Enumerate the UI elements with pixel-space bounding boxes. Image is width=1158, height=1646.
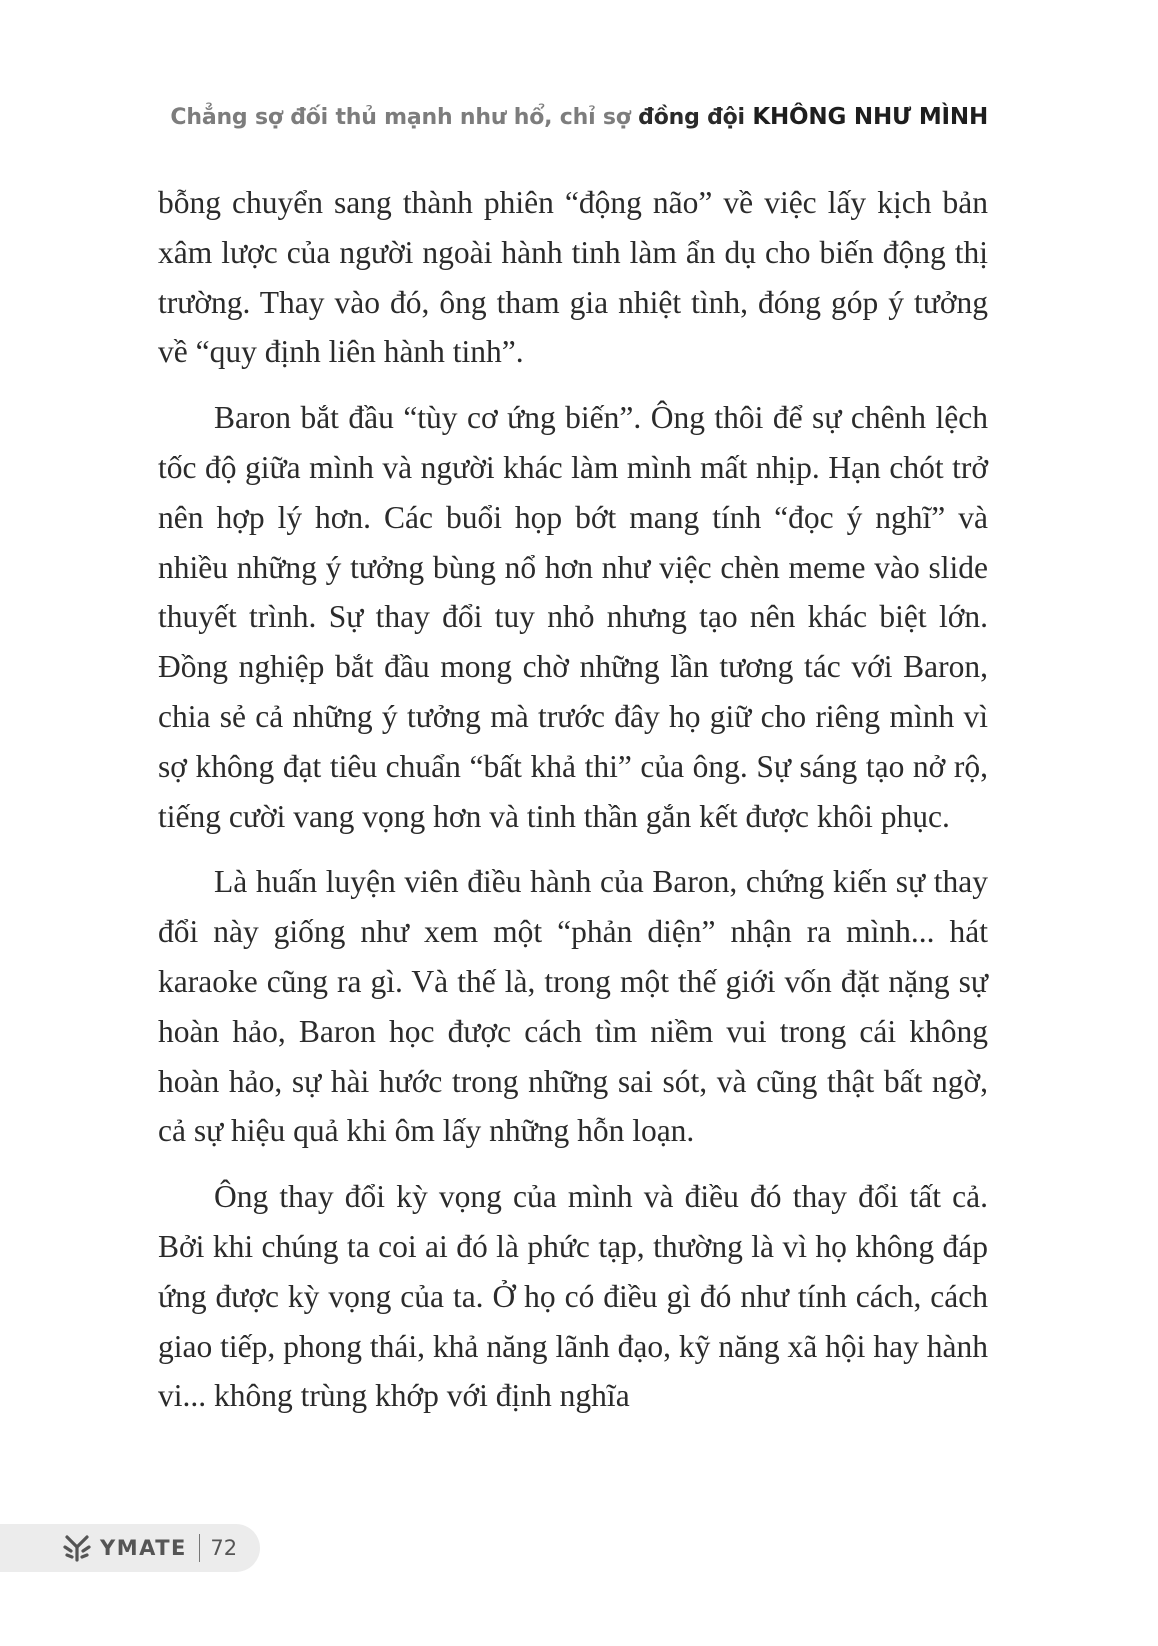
page-footer	[0, 1524, 260, 1572]
page-number: 72	[210, 1536, 238, 1560]
running-head-dark: đồng đội	[638, 105, 745, 130]
running-head-strong: KHÔNG NHƯ MÌNH	[752, 104, 988, 130]
paragraph: bỗng chuyển sang thành phiên “động não” về việc lấy kịch bản xâm lược của người ngoài hành tinh làm ẩn dụ cho biến động thị trường. Thay vào đó, ông tham gia nhiệt tình, đóng góp ý tưởng về “quy định liên hành tinh”.	[158, 185, 988, 370]
paragraph: Là huấn luyện viên điều hành của Baron, chứng kiến sự thay đổi này giống như xem một “phản diện” nhận ra mình... hát karaoke cũng ra gì. Và thế là, trong một thế giới vốn đặt nặng sự hoàn hảo, Baron học được cách tìm niềm vui trong cái không hoàn hảo, sự hài hước trong những sai sót, và cũng thật bất ngờ, cả sự hiệu quả khi ôm lấy những hỗn loạn.	[158, 864, 988, 1149]
footer-divider	[199, 1534, 201, 1562]
brand-name: YMATE	[100, 1536, 187, 1560]
running-head	[158, 104, 988, 130]
paragraph: Ông thay đổi kỳ vọng của mình và điều đó thay đổi tất cả. Bởi khi chúng ta coi ai đó là phức tạp, thường là vì họ không đáp ứng được kỳ vọng của ta. Ở họ có điều gì đó như tính cách, cách giao tiếp, phong thái, khả năng lãnh đạo, kỹ năng xã hội hay hành vi... không trùng khớp với định nghĩa	[158, 1179, 988, 1414]
ymate-logo-icon	[62, 1533, 92, 1563]
paragraph: Baron bắt đầu “tùy cơ ứng biến”. Ông thôi để sự chênh lệch tốc độ giữa mình và người khác làm mình mất nhịp. Hạn chót trở nên hợp lý hơn. Các buổi họp bớt mang tính “đọc ý nghĩ” và nhiều những ý tưởng bùng nổ hơn như việc chèn meme vào slide thuyết trình. Sự thay đổi tuy nhỏ nhưng tạo nên khác biệt lớn. Đồng nghiệp bắt đầu mong chờ những lần tương tác với Baron, chia sẻ cả những ý tưởng mà trước đây họ giữ cho riêng mình vì sợ không đạt tiêu chuẩn “bất khả thi” của ông. Sự sáng tạo nở rộ, tiếng cười vang vọng hơn và tinh thần gắn kết được khôi phục.	[158, 400, 988, 834]
running-head-light: Chẳng sợ đối thủ mạnh như hổ, chỉ sợ	[170, 105, 631, 130]
body-text	[158, 178, 988, 1437]
